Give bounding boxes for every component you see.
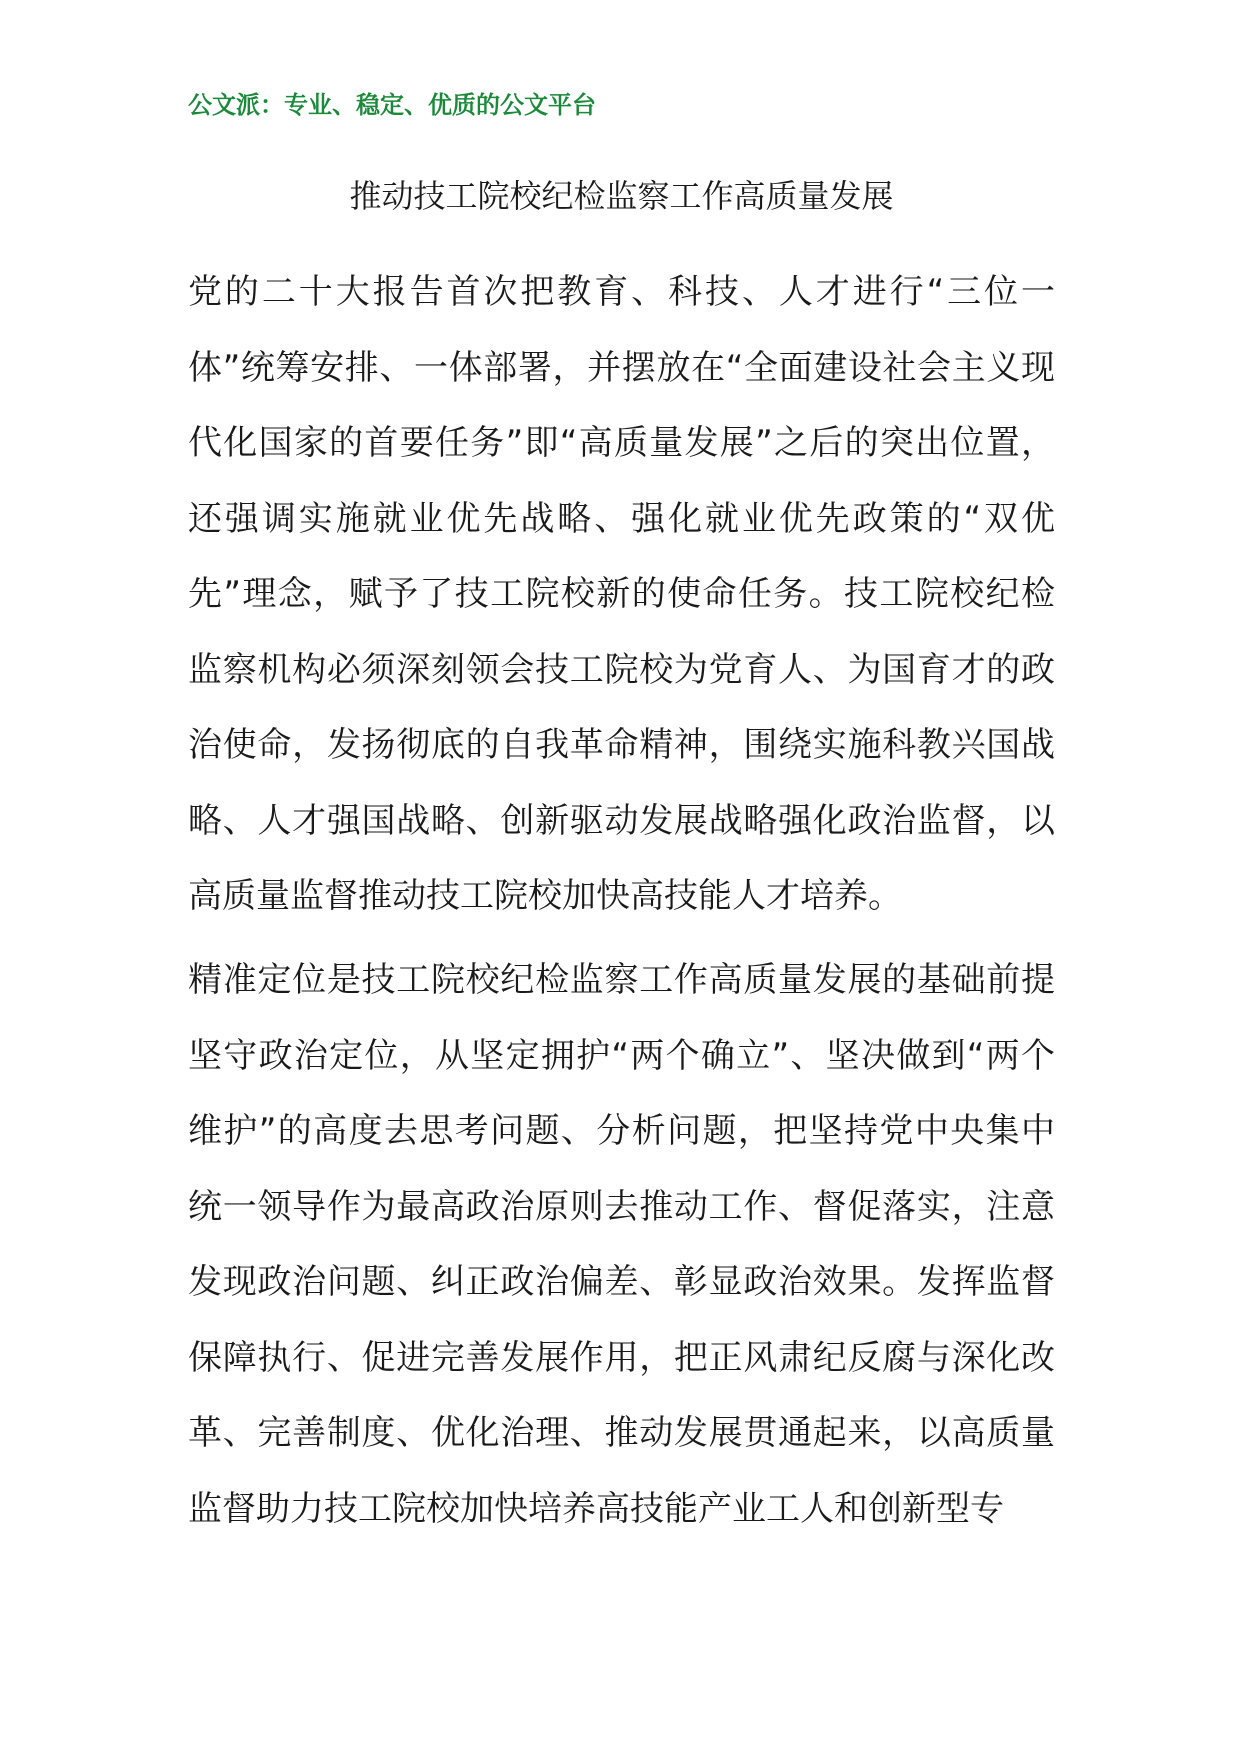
- body-paragraph-1: 党的二十大报告首次把教育、科技、人才进行“三位一体”统筹安排、一体部署，并摆放在“全面建设社会主义现代化国家的首要任务”即“高质量发展”之后的突出位置，还强调实施就业优先战略、强化就业优先政策的“双优先”理念，赋予了技工院校新的使命任务。技工院校纪检监察机构必须深刻领会技工院校为党育人、为国育才的政治使命，发扬彻底的自我革命精神，围绕实施科教兴国战略、人才强国战略、创新驱动发展战略强化政治监督，以高质量监督推动技工院校加快高技能人才培养。: [188, 272, 1055, 916]
- body-paragraph-2: 精准定位是技工院校纪检监察工作高质量发展的基础前提坚守政治定位，从坚定拥护“两个确立”、坚决做到“两个维护”的高度去思考问题、分析问题，把坚持党中央集中统一领导作为最高政治原则去推动工作、督促落实，注意发现政治问题、纠正政治偏差、彰显政治效果。发挥监督保障执行、促进完善发展作用，把正风肃纪反腐与深化改革、完善制度、优化治理、推动发展贯通起来，以高质量监督助力技工院校加快培养高技能产业工人和创新型专: [188, 960, 1055, 1529]
- document-title: 推动技工院校纪检监察工作高质量发展: [349, 177, 894, 215]
- brand-header: 公文派：专业、稳定、优质的公文平台: [188, 91, 596, 119]
